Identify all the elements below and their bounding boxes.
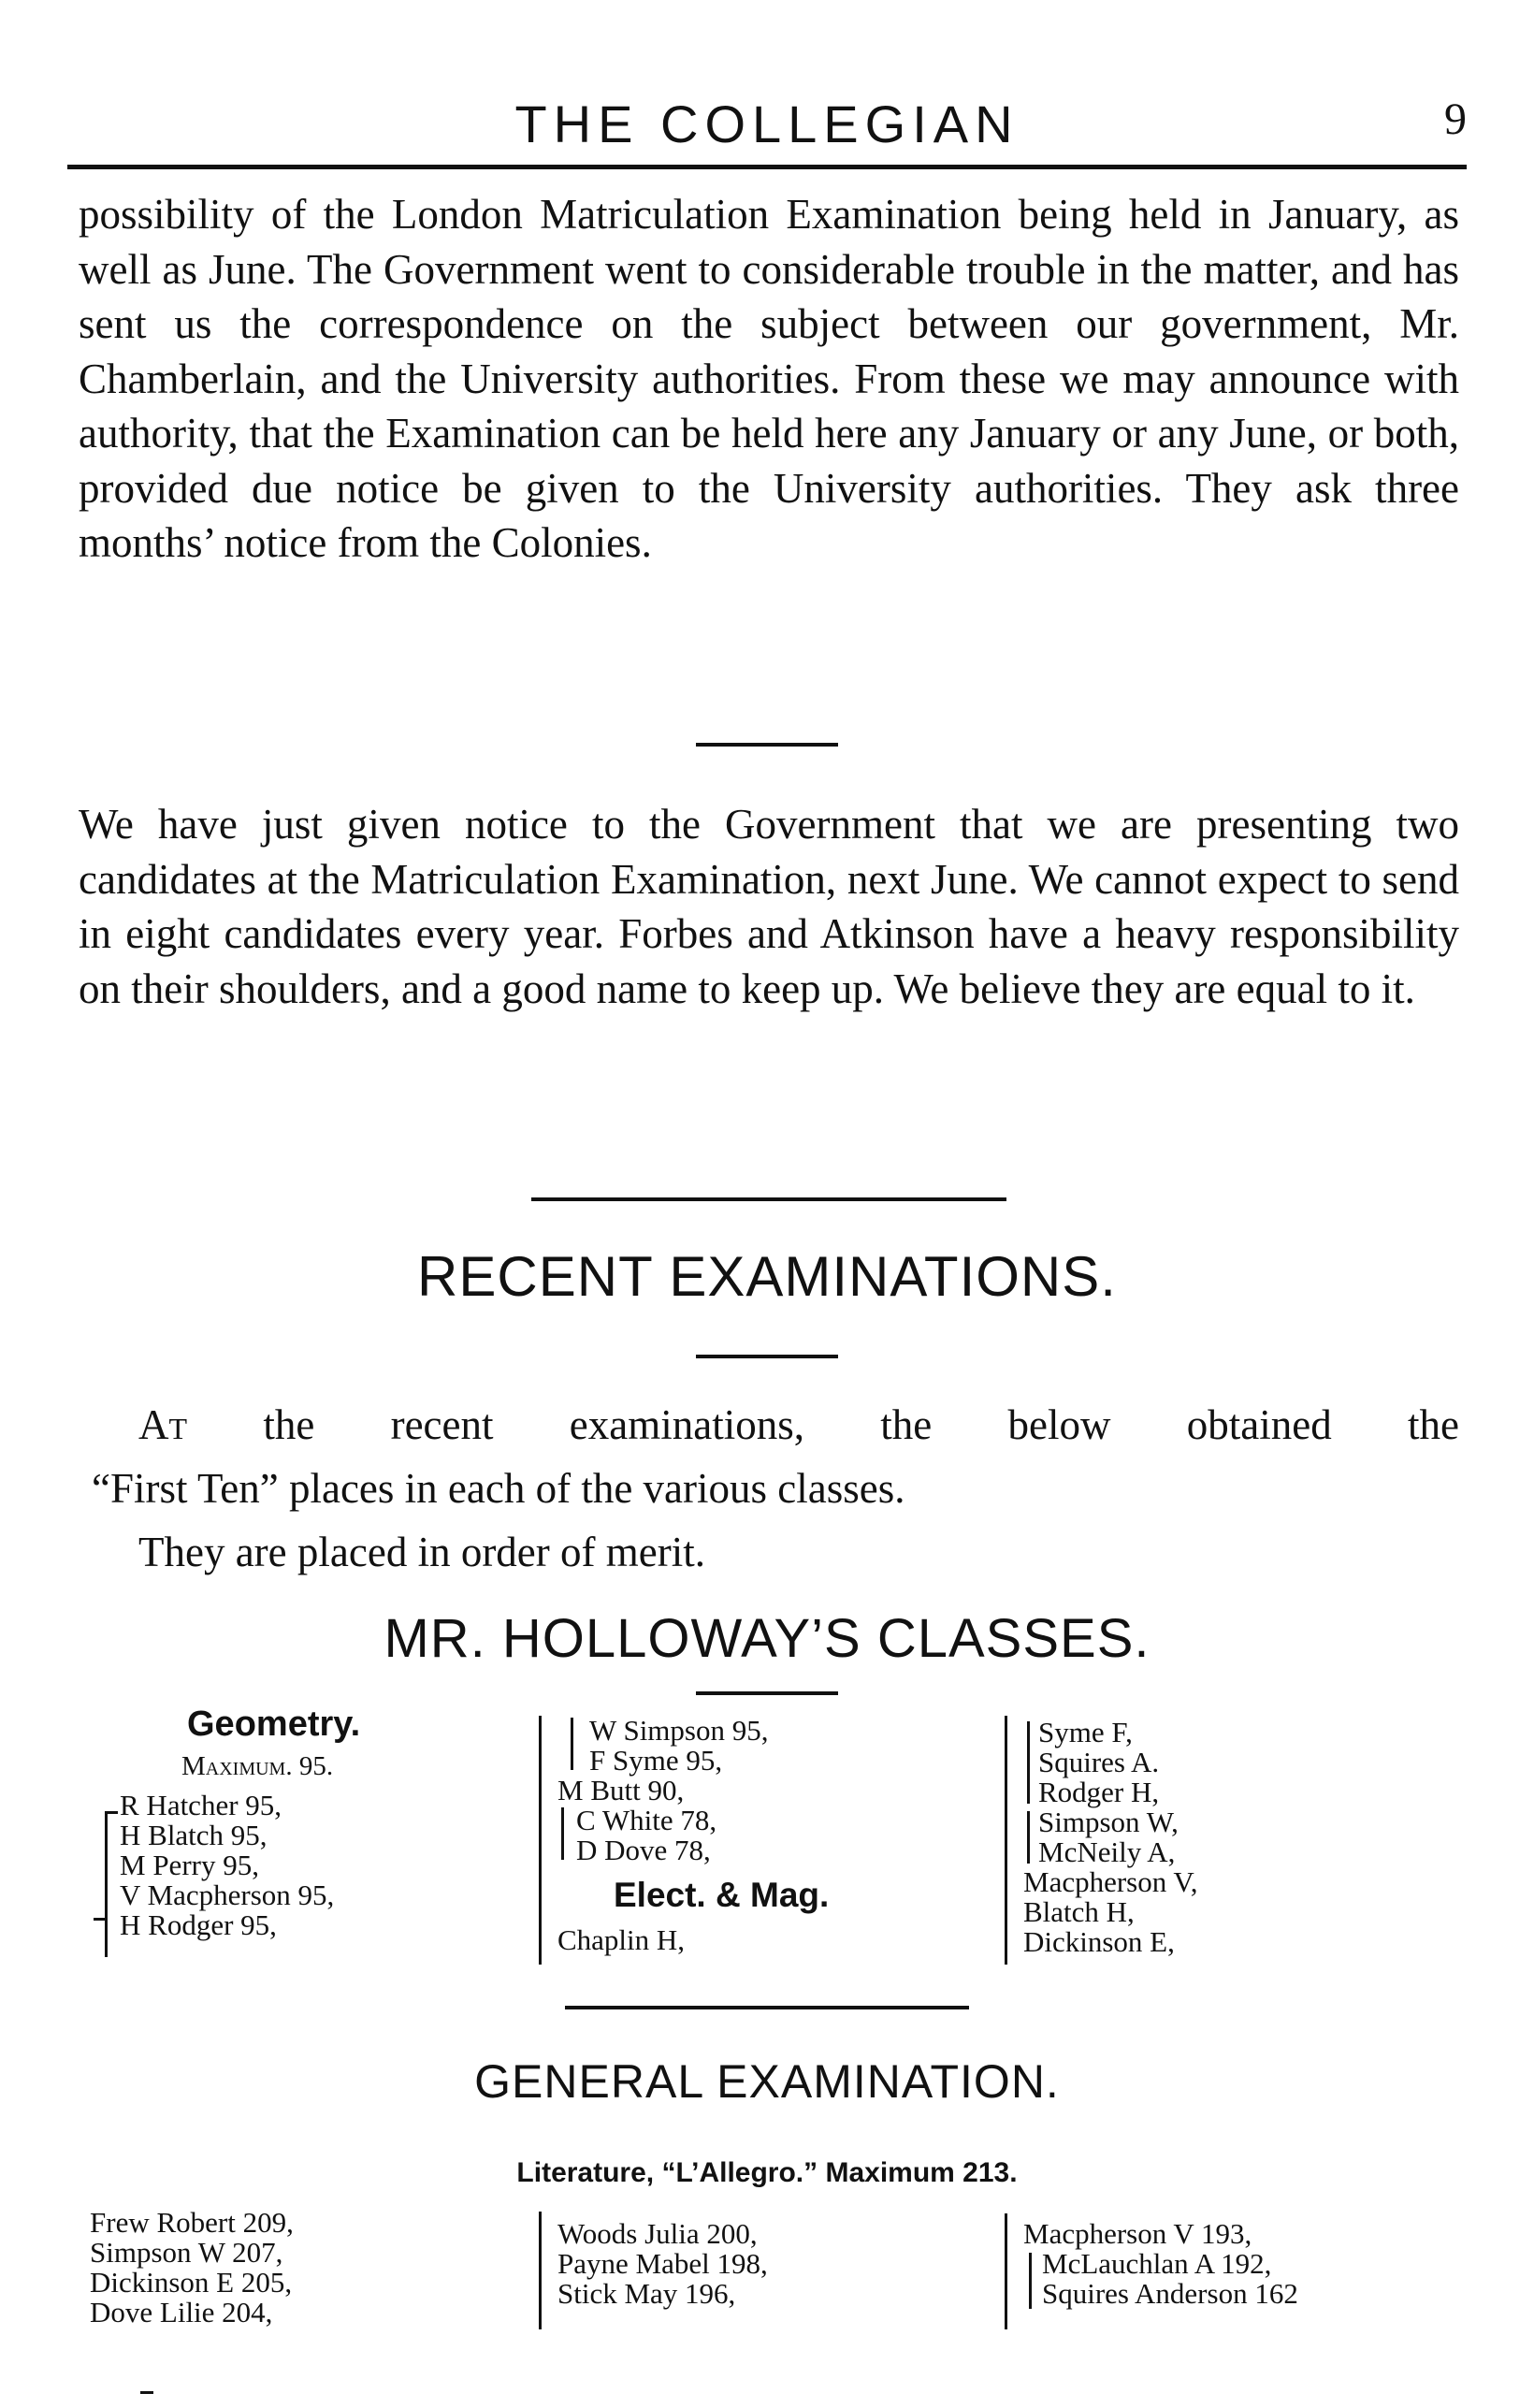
list-item: Macpherson V 193, xyxy=(1023,2217,1252,2250)
list-item: F Syme 95, xyxy=(589,1744,723,1777)
elect-mag-title: Elect. & Mag. xyxy=(614,1876,830,1914)
list-item: V Macpherson 95, xyxy=(120,1879,335,1911)
list-item: Simpson W, xyxy=(1038,1806,1179,1838)
intro-line-2: “First Ten” places in each of the various classes. xyxy=(92,1465,905,1512)
list-item: R Hatcher 95, xyxy=(120,1789,282,1821)
list-item: W Simpson 95, xyxy=(589,1714,769,1747)
stray-mark xyxy=(140,2391,153,2394)
list-item: Payne Mabel 198, xyxy=(557,2247,768,2280)
list-item: McLauchlan A 192, xyxy=(1042,2247,1272,2280)
list-item: M Perry 95, xyxy=(120,1849,259,1881)
column-divider xyxy=(539,1716,542,1965)
intro-line-1-text: the recent examinations, the below obtained the xyxy=(187,1401,1459,1448)
general-column-1 xyxy=(90,2208,294,2328)
list-item: Dickinson E, xyxy=(1023,1925,1175,1958)
recent-examinations-heading: RECENT EXAMINATIONS. xyxy=(417,1245,1117,1308)
list-item: McNeily A, xyxy=(1038,1835,1176,1868)
section-divider xyxy=(531,1197,1006,1201)
list-item: H Blatch 95, xyxy=(120,1819,268,1851)
tie-bracket xyxy=(1029,2253,1032,2309)
list-item: Simpson W 207, xyxy=(90,2236,283,2269)
list-item: Chaplin H, xyxy=(557,1923,686,1956)
list-item: Macpherson V, xyxy=(1023,1865,1198,1898)
section-divider xyxy=(696,1355,838,1358)
list-item: Rodger H, xyxy=(1038,1776,1160,1808)
list-item: Woods Julia 200, xyxy=(557,2217,758,2250)
list-item: Squires Anderson 162 xyxy=(1042,2277,1298,2310)
paragraph-candidates-notice: We have just given notice to the Government that we are presenting two candidates at the Matriculation Examination, next June. We cannot expect to send in eight candidates every year. Forbes and Atkinson have a heavy responsibility on their shoulders, and a good name to keep up. We believe they are equal to it. xyxy=(79,801,1459,1012)
section-divider xyxy=(696,743,838,747)
list-item: Frew Robert 209, xyxy=(90,2206,294,2239)
tie-bracket-top xyxy=(105,1811,118,1814)
list-item: M Butt 90, xyxy=(557,1774,685,1806)
page-number: 9 xyxy=(1444,94,1467,144)
list-item: Stick May 196, xyxy=(557,2277,736,2310)
tie-bracket xyxy=(571,1718,573,1770)
tie-bracket xyxy=(561,1807,564,1860)
tie-bracket xyxy=(105,1811,108,1957)
classes-right-column xyxy=(1023,1718,1198,1957)
list-item: D Dove 78, xyxy=(576,1834,711,1866)
tie-bracket-mark xyxy=(94,1918,105,1921)
column-divider xyxy=(1005,2213,1007,2329)
list-item: H Rodger 95, xyxy=(120,1908,277,1941)
geometry-continued-column xyxy=(557,1716,829,1955)
list-item: Blatch H, xyxy=(1023,1895,1135,1928)
geometry-maximum: Maximum. 95. xyxy=(181,1751,334,1781)
general-column-3 xyxy=(1023,2219,1298,2309)
holloway-classes-heading: MR. HOLLOWAY’S CLASSES. xyxy=(384,1608,1150,1669)
list-item: Squires A. xyxy=(1038,1746,1160,1778)
list-item: Syme F, xyxy=(1038,1716,1133,1748)
list-item: C White 78, xyxy=(576,1804,717,1836)
intro-line-1 xyxy=(138,1392,1459,1458)
literature-subheading: Literature, “L’Allegro.” Maximum 213. xyxy=(516,2157,1018,2188)
section-divider xyxy=(565,2006,969,2009)
intro-line-3: They are placed in order of merit. xyxy=(138,1529,705,1575)
column-divider xyxy=(1005,1716,1007,1965)
tie-bracket xyxy=(1027,1721,1030,1804)
tie-bracket xyxy=(1027,1811,1030,1864)
journal-title: THE COLLEGIAN xyxy=(514,94,1020,153)
general-examination-heading: GENERAL EXAMINATION. xyxy=(474,2055,1060,2108)
section-divider xyxy=(696,1691,838,1695)
paragraph-matriculation-news: possibility of the London Matriculation Examination being held in January, as well as June. The Government went to considerable trouble in the matter, and has sent us the correspondence on the subject between our government, Mr. Chamberlain, and the University authorities. From these we may announce with authority, that the Examination can be held here any January or any June, or both, provided due notice be given to the University authorities. They ask three months’ notice from the Colonies. xyxy=(79,191,1459,566)
intro-lead-word: At xyxy=(138,1401,188,1448)
list-item: Dickinson E 205, xyxy=(90,2266,293,2299)
column-divider xyxy=(539,2212,542,2329)
general-column-2 xyxy=(557,2219,768,2309)
list-item: Dove Lilie 204, xyxy=(90,2296,273,2328)
geometry-title: Geometry. xyxy=(187,1704,361,1744)
geometry-column xyxy=(103,1701,360,1940)
page-header xyxy=(67,86,1467,169)
